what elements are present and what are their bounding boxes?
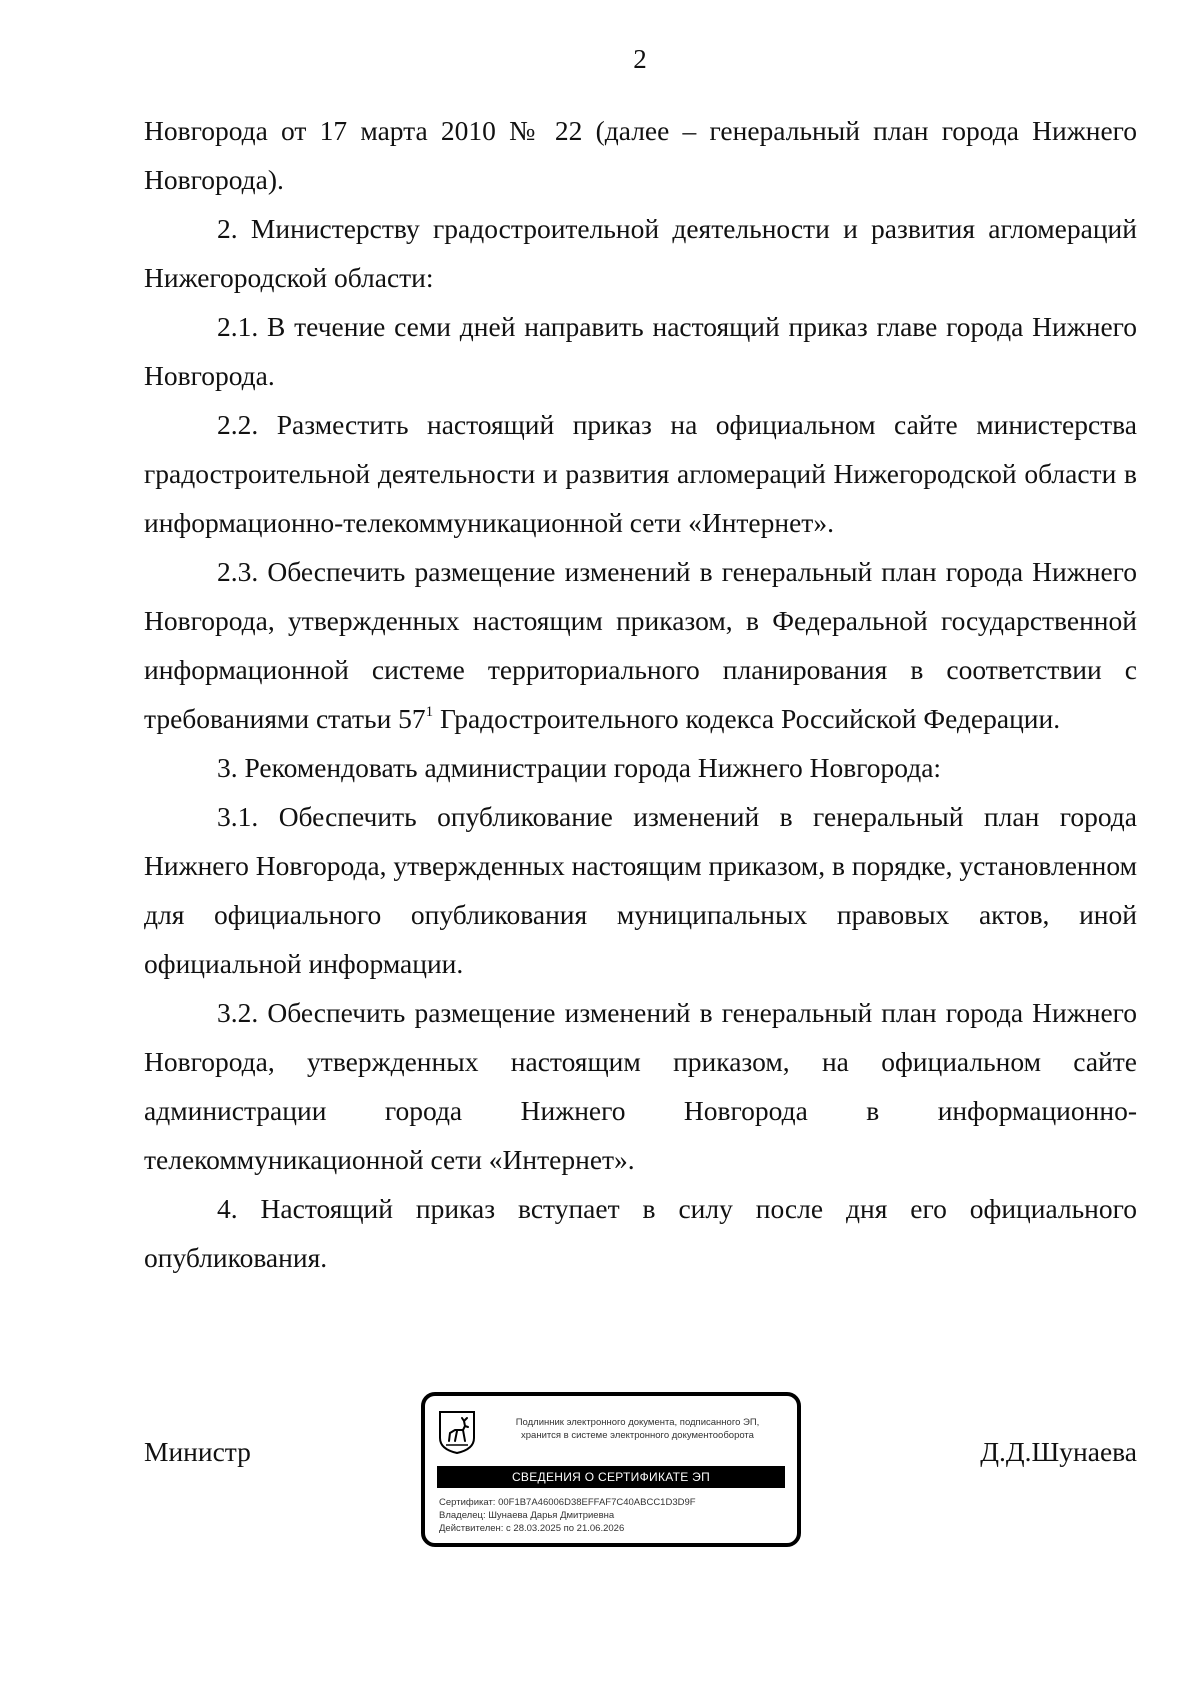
stamp-certificate-header: СВЕДЕНИЯ О СЕРТИФИКАТЕ ЭП: [437, 1466, 785, 1488]
stamp-notice-line-2: хранится в системе электронного документооборота: [521, 1430, 754, 1441]
paragraph-2-2: 2.2. Разместить настоящий приказ на официальном сайте министерства градостроительной деятельности и развития агломераций Нижегородской области в информационно-телекоммуникационной сети «Интернет».: [144, 409, 1137, 538]
stamp-notice-line-1: Подлинник электронного документа, подписанного ЭП,: [515, 1417, 760, 1428]
paragraph-2-3-text: 2.3. Обеспечить размещение изменений в генеральный план города Нижнего Новгорода, утвержденных настоящим приказом, в Федеральной государственной информационной системе территориального планирования в соответствии с требованиями статьи 57: [144, 556, 1137, 734]
document-body: [144, 106, 1137, 1282]
signature-position: Министр: [144, 1436, 251, 1467]
stamp-notice: [485, 1416, 790, 1442]
paragraph-3-2: 3.2. Обеспечить размещение изменений в генеральный план города Нижнего Новгорода, утвержденных настоящим приказом, на официальном сайте администрации города Нижнего Новгорода в информационно-телекоммуникационной сети «Интернет».: [144, 997, 1137, 1175]
stamp-validity: Действителен: с 28.03.2025 по 21.06.2026: [439, 1523, 625, 1534]
paragraph-3: 3. Рекомендовать администрации города Нижнего Новгорода:: [217, 752, 942, 783]
signature-name: Д.Д.Шунаева: [980, 1436, 1137, 1467]
paragraph-continuation: Новгорода от 17 марта 2010 № 22 (далее – генеральный план города Нижнего Новгорода).: [144, 115, 1137, 195]
paragraph-2-3: [144, 547, 1137, 743]
stamp-certificate-id: Сертификат: 00F1B7A46006D38EFFAF7C40ABCC1D3D9F: [439, 1497, 696, 1508]
paragraph-2: 2. Министерству градостроительной деятельности и развития агломераций Нижегородской области:: [144, 213, 1137, 293]
page-number: 2: [633, 44, 647, 74]
paragraph-2-3-superscript: 1: [425, 704, 434, 720]
paragraph-3-1: 3.1. Обеспечить опубликование изменений в генеральный план города Нижнего Новгорода, утвержденных настоящим приказом, в порядке, установленном для официального опубликования муниципальных правовых актов, иной официальной информации.: [144, 801, 1137, 979]
paragraph-2-1: 2.1. В течение семи дней направить настоящий приказ главе города Нижнего Новгорода.: [144, 311, 1137, 391]
stamp-certificate-details: [439, 1496, 696, 1535]
electronic-signature-stamp: [421, 1392, 801, 1547]
paragraph-2-3-text-end: Градостроительного кодекса Российской Федерации.: [433, 703, 1061, 734]
deer-emblem-icon: [438, 1410, 476, 1454]
stamp-owner: Владелец: Шунаева Дарья Дмитриевна: [439, 1510, 615, 1521]
paragraph-4: 4. Настоящий приказ вступает в силу после дня его официального опубликования.: [144, 1193, 1137, 1273]
